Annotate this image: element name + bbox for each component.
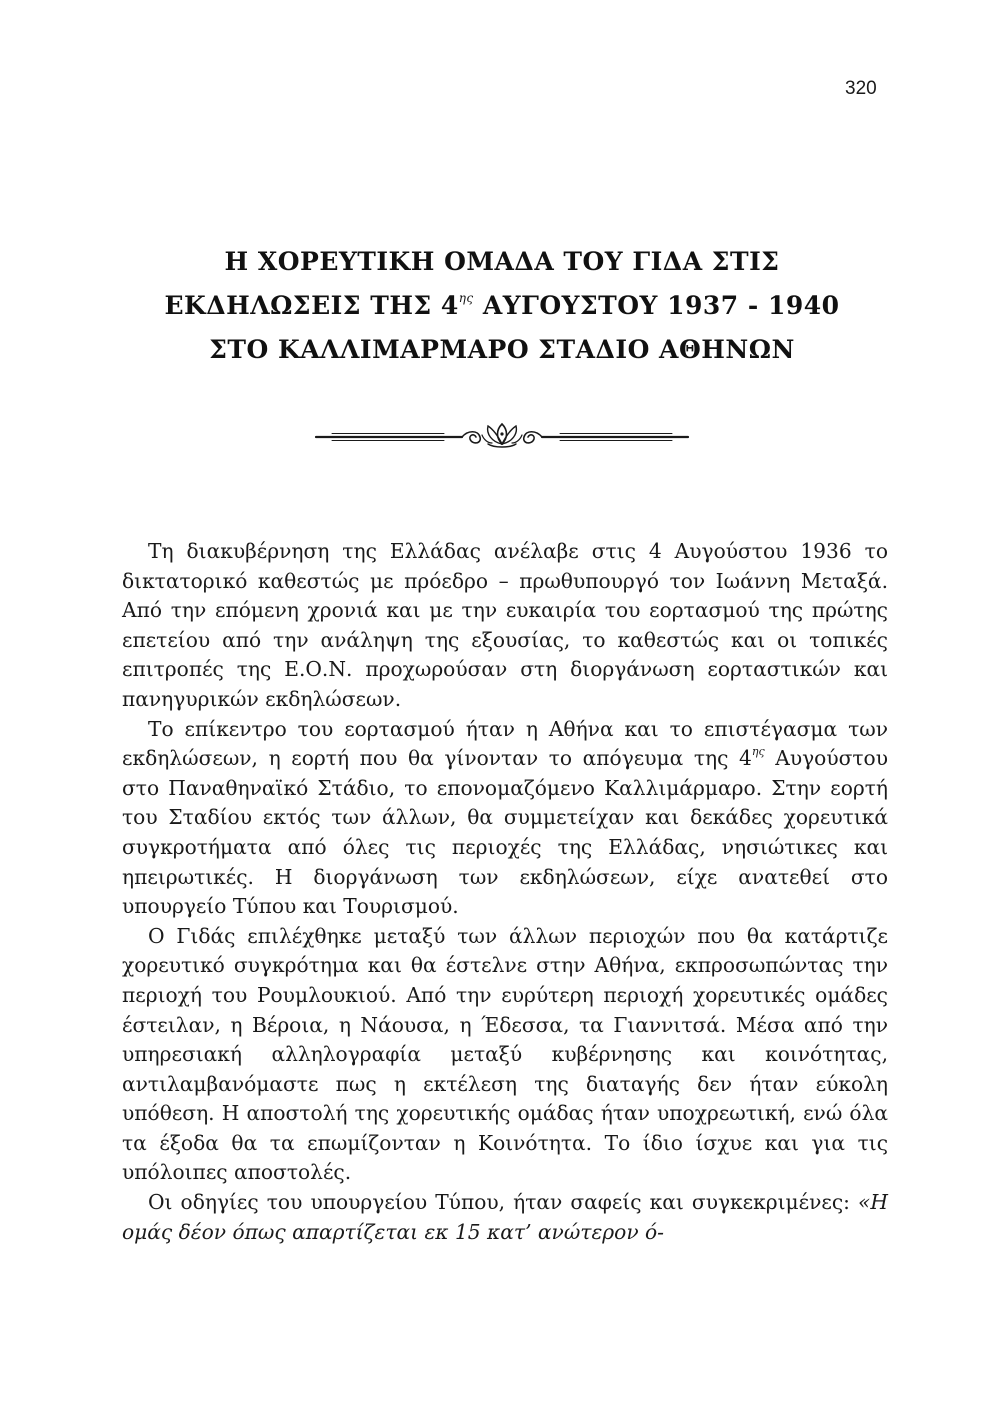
decorative-divider-icon	[312, 418, 692, 454]
paragraph-2-start: Το επίκεντρο του εορτασμού ήταν η Αθήνα και το επιστέγασμα των εκδηλώσεων, η εορτή που θα γίνονταν το απόγευμα της 4	[122, 716, 888, 771]
paragraph-2-end: Αυγούστου στο Παναθηναϊκό Στάδιο, το επονομαζόμενο Καλλιμάρμαρο. Στην εορτή του Σταδίου εκτός των άλλων, θα συμμετείχαν και δεκάδες χορευτικά συγκροτήματα από όλες τις περιοχές της Ελλάδας, νησιώτικες και ηπειρωτικές. Η διοργάνωση των εκδηλώσεων, είχε ανατεθεί στο υπουργείο Τύπου και Τουρισμού.	[122, 746, 888, 919]
ordinal-suffix: ης	[751, 745, 765, 759]
paragraph-3: Ο Γιδάς επιλέχθηκε μεταξύ των άλλων περιοχών που θα κατάρτιζε χορευτικό συγκρότημα και θα έστελνε στην Αθήνα, εκπροσωπώντας την περιοχή του Ρουμλουκιού. Από την ευρύτερη περιοχή χορευτικές ομάδες έστειλαν, η Βέροια, η Νάουσα, η Έδεσσα, τα Γιαννιτσά. Μέσα από την υπηρεσιακή αλληλογραφία μεταξύ κυβέρνησης και κοινότητας, αντιλαμβανόμαστε πως η εκτέλεση της διαταγής δεν ήταν εύκολη υπόθεση. Η αποστολή της χορευτικής ομάδας ήταν υποχρεωτική, ενώ όλα τα έξοδα θα τα επωμίζονταν η Κοινότητα. Το ίδιο ίσχυε και για τις υπόλοιπες αποστολές.	[122, 923, 888, 1185]
quotation-start: «Η ομάς δέον όπως απαρτίζεται εκ 15 κατ’ ανώτερον ό-	[122, 1190, 888, 1244]
page-number: 320	[845, 78, 877, 99]
paragraph-2	[122, 715, 888, 922]
title-line-2-end: ΑΥΓΟΥΣΤΟΥ 1937 - 1940	[473, 291, 840, 320]
body-text	[122, 537, 888, 1247]
chapter-title	[100, 240, 904, 372]
paragraph-1: Τη διακυβέρνηση της Ελλάδας ανέλαβε στις 4 Αυγούστου 1936 το δικτατορικό καθεστώς με πρόεδρο – πρωθυπουργό τον Ιωάννη Μεταξά. Από την επόμενη χρονιά και με την ευκαιρία του εορτασμού της πρώτης επετείου από την ανάληψη της εξουσίας, το καθεστώς και οι τοπικές επιτροπές της Ε.Ο.Ν. προχωρούσαν στη διοργάνωση εορταστικών και πανηγυρικών εκδηλώσεων.	[122, 539, 888, 711]
title-line-3: ΣΤΟ ΚΑΛΛΙΜΑΡΜΑΡΟ ΣΤΑΔΙΟ ΑΘΗΝΩΝ	[209, 335, 795, 364]
paragraph-4-start: Οι οδηγίες του υπουργείου Τύπου, ήταν σαφείς και συγκεκριμένες:	[148, 1190, 859, 1215]
title-ordinal-suffix: ης	[458, 291, 474, 305]
title-line-1: Η ΧΟΡΕΥΤΙΚΗ ΟΜΑΔΑ ΤΟΥ ΓΙΔΑ ΣΤΙΣ	[224, 247, 780, 276]
title-line-2-start: ΕΚΔΗΛΩΣΕΙΣ ΤΗΣ 4	[164, 291, 459, 320]
title-line-2	[100, 284, 904, 328]
paragraph-4	[122, 1188, 888, 1247]
